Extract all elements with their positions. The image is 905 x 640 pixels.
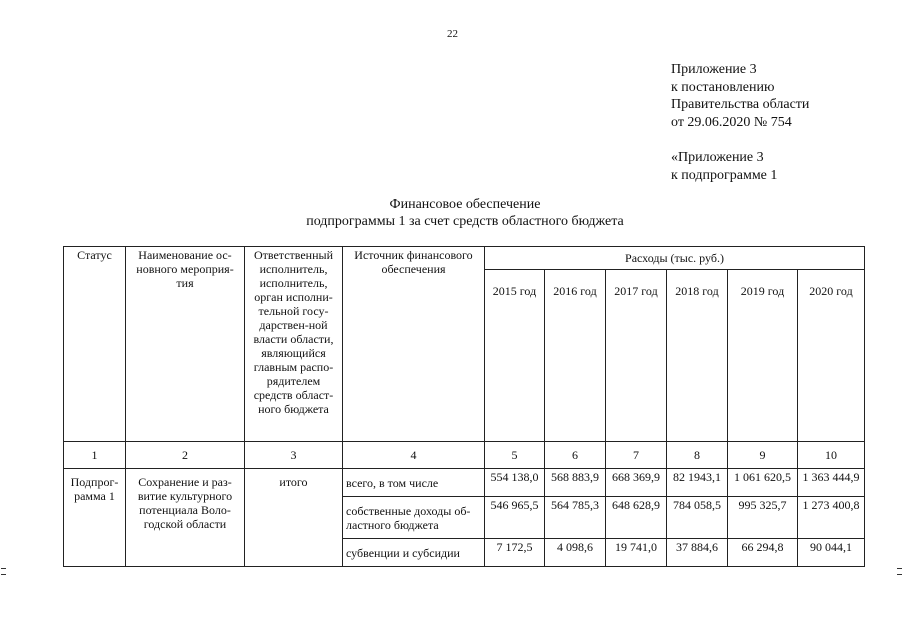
year-2020: 2020 год <box>798 270 865 442</box>
source-cell <box>343 497 485 539</box>
value-cell: 4 098,6 <box>545 539 606 567</box>
column-index: 5 <box>485 442 545 469</box>
appendix-line: от 29.06.2020 № 754 <box>671 114 792 130</box>
column-index: 7 <box>606 442 667 469</box>
header-name <box>126 247 245 442</box>
value-cell: 19 741,0 <box>606 539 667 567</box>
scan-edge-mark <box>1 568 6 575</box>
value-cell: 995 325,7 <box>728 497 798 539</box>
value-cell: 37 884,6 <box>667 539 728 567</box>
value-cell: 568 883,9 <box>545 469 606 497</box>
column-index: 1 <box>64 442 126 469</box>
value-cell: 564 785,3 <box>545 497 606 539</box>
column-index: 4 <box>343 442 485 469</box>
measure-name-cell <box>126 469 245 567</box>
header-expenses: Расходы (тыс. руб.) <box>485 247 865 270</box>
column-index: 10 <box>798 442 865 469</box>
column-index: 6 <box>545 442 606 469</box>
sub-appendix-line: к подпрограмме 1 <box>671 167 778 183</box>
value-cell: 90 044,1 <box>798 539 865 567</box>
measure-name-text: Сохранение и раз- витие культурного потенциала Воло- годской области <box>137 475 233 531</box>
value-cell: 554 138,0 <box>485 469 545 497</box>
value-cell: 648 628,9 <box>606 497 667 539</box>
value-cell: 7 172,5 <box>485 539 545 567</box>
value-cell: 1 363 444,9 <box>798 469 865 497</box>
status-text: Подпрог- рамма 1 <box>70 475 119 503</box>
appendix-line: к постановлению <box>671 79 775 95</box>
header-status-text: Статус <box>77 248 112 262</box>
value-cell: 668 369,9 <box>606 469 667 497</box>
value-cell: 1 061 620,5 <box>728 469 798 497</box>
column-index: 3 <box>245 442 343 469</box>
year-2019: 2019 год <box>728 270 798 442</box>
value-cell: 1 273 400,8 <box>798 497 865 539</box>
page-number: 22 <box>447 28 458 40</box>
header-name-text: Наименование ос- новного мероприя- тия <box>136 248 234 290</box>
year-2018: 2018 год <box>667 270 728 442</box>
year-2015: 2015 год <box>485 270 545 442</box>
source-cell: всего, в том числе <box>343 469 485 497</box>
executor-cell: итого <box>245 469 343 567</box>
column-index: 8 <box>667 442 728 469</box>
value-cell: 784 058,5 <box>667 497 728 539</box>
financing-table <box>63 246 865 567</box>
header-executor-text: Ответственный исполнитель, исполнитель, орган исполни- тельной госу- дарствен-ной власти области, являющийся главным распо- рядителем средств област- ного бюджета <box>253 248 334 416</box>
status-cell <box>64 469 126 567</box>
sub-appendix-block <box>671 149 777 184</box>
header-status <box>64 247 126 442</box>
table-row <box>64 469 865 497</box>
title-line: подпрограммы 1 за счет средств областного бюджета <box>306 214 624 229</box>
title-line: Финансовое обеспечение <box>389 197 541 212</box>
header-source <box>343 247 485 442</box>
appendix-line: Правительства области <box>671 97 810 112</box>
document-title <box>0 196 905 230</box>
column-index: 9 <box>728 442 798 469</box>
scan-edge-mark <box>897 568 902 575</box>
appendix-block <box>671 61 809 131</box>
appendix-line: Приложение 3 <box>671 62 757 77</box>
header-row <box>64 247 865 270</box>
source-text: собственные доходы об- ластного бюджета <box>346 503 471 532</box>
value-cell: 82 1943,1 <box>667 469 728 497</box>
sub-appendix-line: «Приложение 3 <box>671 150 764 165</box>
column-index: 2 <box>126 442 245 469</box>
value-cell: 66 294,8 <box>728 539 798 567</box>
year-2017: 2017 год <box>606 270 667 442</box>
source-cell: субвенции и субсидии <box>343 539 485 567</box>
value-cell: 546 965,5 <box>485 497 545 539</box>
header-source-text: Источник финансового обеспечения <box>354 248 473 276</box>
header-executor <box>245 247 343 442</box>
column-index-row <box>64 442 865 469</box>
year-2016: 2016 год <box>545 270 606 442</box>
